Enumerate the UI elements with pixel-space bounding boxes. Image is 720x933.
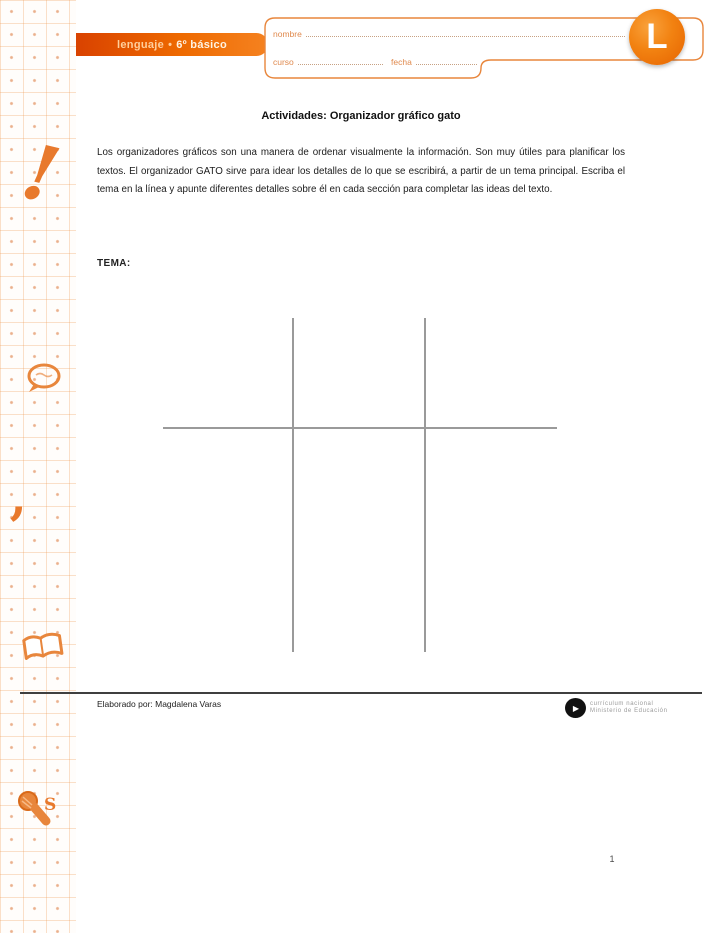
subject-banner: [76, 33, 268, 56]
course-field-label: curso: [273, 57, 294, 67]
curriculum-logo-text: [590, 701, 668, 716]
course-field-line: [298, 56, 383, 65]
date-field-line: [416, 56, 477, 65]
date-field: [391, 56, 477, 67]
graph-paper-margin: [0, 0, 76, 933]
tema-label: TEMA:: [97, 258, 131, 269]
language-logo-letter: L: [646, 17, 668, 56]
banner-bullet: •: [168, 38, 173, 51]
banner-grade-label: 6º básico: [176, 38, 227, 51]
intro-paragraph: Los organizadores gráficos son una manera de ordenar visualmente la información. Son muy útiles para planificar los textos. El organizador GATO sirve para idear los detalles de lo que se escribirá, a partir de un tema principal. Escriba el tema en la línea y apunte diferentes detalles sobre él en cada sección para completar las ideas del texto.: [97, 147, 625, 195]
date-field-label: fecha: [391, 57, 412, 67]
name-field-label: nombre: [273, 29, 302, 39]
course-field: [273, 56, 383, 67]
open-book-icon: [20, 628, 66, 668]
curriculum-logo-line1: currículum nacional: [590, 700, 654, 707]
name-field: [273, 28, 625, 39]
speech-bubble-icon: [22, 360, 64, 402]
letter-s-decoration: S: [44, 795, 57, 815]
page-number: 1: [609, 854, 615, 864]
curriculum-logo-line2: Ministerio de Educación: [590, 708, 668, 714]
footer-divider: [20, 692, 702, 694]
play-arrow-icon: ▶: [565, 698, 586, 718]
author-credit: Elaborado por: Magdalena Varas: [97, 699, 222, 709]
curriculum-logo: [565, 698, 668, 718]
gato-grid-vertical-line-1: [292, 318, 294, 652]
name-field-line: [306, 28, 625, 37]
banner-subject-label: lenguaje: [117, 38, 165, 51]
gato-grid-vertical-line-2: [424, 318, 426, 652]
gato-grid-horizontal-line: [163, 427, 557, 429]
exclamation-icon: !: [14, 126, 68, 221]
language-logo: [629, 9, 685, 65]
comma-icon: ,: [10, 470, 27, 526]
page-title: Actividades: Organizador gráfico gato: [261, 110, 461, 122]
